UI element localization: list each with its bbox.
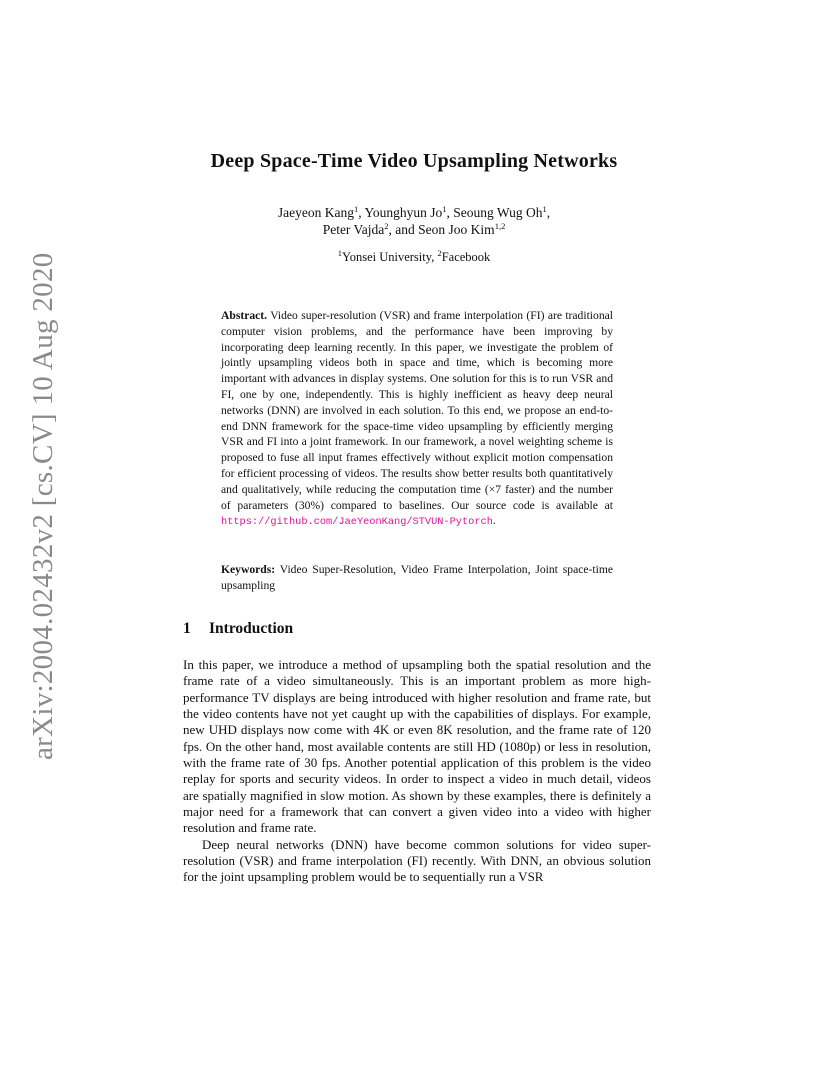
paragraph: In this paper, we introduce a method of upsampling both the spatial resolution and the frame rate of a video simultaneously. This is an important problem as more high-performance TV displays are being introduced with higher resolution and frame rate, but the video contents have not yet caught up with the capabilities of displays. For example, new UHD displays now come with 4K or even 8K resolution, and the frame rate of 120 fps. On the other hand, most available contents are still HD (1080p) or less in resolution, with the frame rate of 30 fps. Another potential application of this problem is the video replay for sports and security videos. In order to inspect a video in much detail, videos are spatially magnified in slow motion. As shown by these examples, there is definitely a major need for a framework that can convert a given video into a video with higher resolution and frame rate. <box>183 657 651 836</box>
affiliations <box>0 250 828 265</box>
section-body <box>183 657 651 886</box>
affiliation-separator: , <box>431 250 438 264</box>
author-separator: , <box>546 205 551 220</box>
author-list <box>0 204 828 238</box>
keywords-text: Video Super-Resolution, Video Frame Interpolation, Joint space-time upsampling <box>221 563 613 592</box>
author-affil-mark: 1 <box>353 204 359 214</box>
author-name: Peter Vajda <box>322 222 385 237</box>
abstract-label: Abstract. <box>221 309 268 322</box>
keywords <box>221 562 613 594</box>
section-heading <box>183 620 293 638</box>
paragraph: Deep neural networks (DNN) have become common solutions for video super-resolution (VSR) and frame interpolation (FI) recently. With DNN, an obvious solution for the joint upsampling problem would be to sequentially run a VSR <box>183 836 651 885</box>
keywords-label: Keywords: <box>221 563 276 576</box>
author-separator: , <box>358 205 365 220</box>
abstract-end: . <box>492 514 496 528</box>
author-line-1 <box>0 204 828 221</box>
abstract-text: Video super-resolution (VSR) and frame interpolation (FI) are traditional computer vision problems, and the performance have been improving by incorporating deep learning recently. In this paper, we investigate the problem of jointly upsampling videos both in space and time, which is becoming more important with advances in display systems. One solution for this is to run VSR and FI, one by one, independently. This is highly inefficient as heavy deep neural networks (DNN) are involved in each solution. To this end, we propose an end-to-end DNN framework for the space-time video upsampling by efficiently merging VSR and FI into a joint framework. In our framework, a novel weighting scheme is proposed to fuse all input frames effectively without explicit motion compensation for efficient processing of videos. The results show better results both quantitatively and qualitatively, while reducing the computation time (×7 faster) and the number of parameters (30%) compared to baselines. Our source code is available at <box>221 309 613 512</box>
author-separator: , <box>446 205 454 220</box>
arxiv-identifier: arXiv:2004.02432v2 [cs.CV] 10 Aug 2020 <box>27 252 59 760</box>
affil-mark: 2 <box>437 248 442 258</box>
author-name: Jaeyeon Kang <box>277 205 354 220</box>
section-title: Introduction <box>209 620 294 637</box>
author-separator: , and <box>388 222 419 237</box>
abstract <box>221 308 613 531</box>
affil-mark: 1 <box>337 248 342 258</box>
section-number: 1 <box>183 620 191 637</box>
author-affil-mark: 1,2 <box>494 221 506 231</box>
affiliation-name: Yonsei University <box>341 250 432 264</box>
author-affil-mark: 2 <box>384 221 389 231</box>
author-name: Seon Joo Kim <box>418 222 495 237</box>
paper-title: Deep Space-Time Video Upsampling Networks <box>210 150 618 172</box>
author-line-2 <box>0 221 828 238</box>
author-name: Seoung Wug Oh <box>453 205 543 220</box>
affiliation-name: Facebook <box>441 250 491 264</box>
source-code-link[interactable]: https://github.com/JaeYeonKang/STVUN-Pytorch <box>221 516 493 529</box>
author-name: Younghyun Jo <box>364 205 443 220</box>
author-affil-mark: 1 <box>542 204 547 214</box>
author-affil-mark: 1 <box>442 204 447 214</box>
